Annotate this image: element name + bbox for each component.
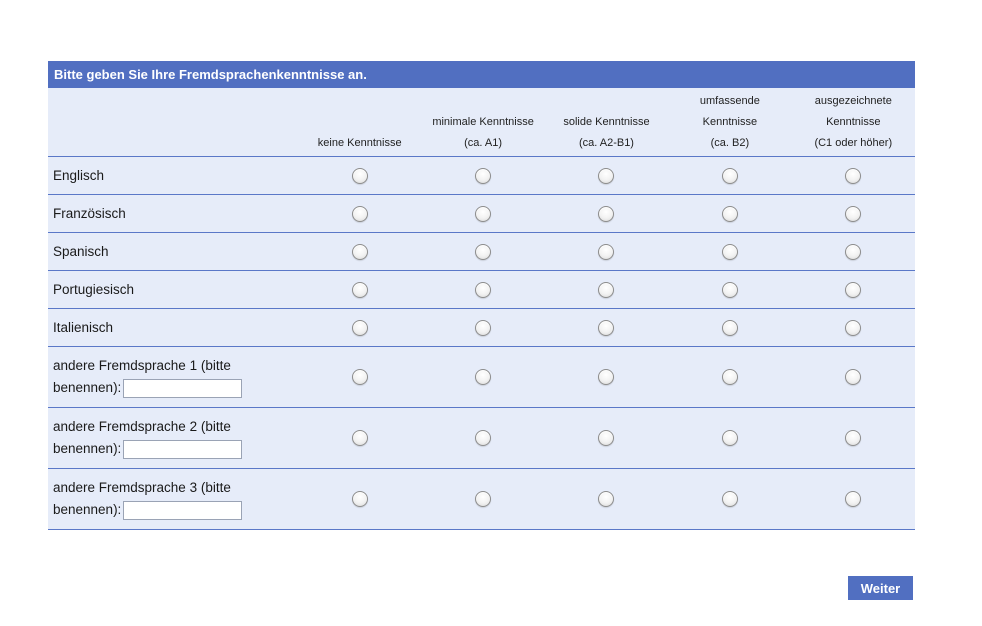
language-skills-matrix bbox=[48, 88, 915, 530]
row-label-portuguese: Portugiesisch bbox=[53, 282, 135, 297]
table-row bbox=[48, 195, 915, 233]
column-header-solid: solide Kenntnisse (ca. A2-B1) bbox=[563, 116, 650, 149]
question-title: Bitte geben Sie Ihre Fremdsprachenkenntnisse an. bbox=[48, 61, 915, 88]
radio-spanish-excellent[interactable] bbox=[845, 244, 861, 260]
table-row bbox=[48, 233, 915, 271]
radio-other-3-comprehensive[interactable] bbox=[722, 491, 738, 507]
radio-other-2-minimal[interactable] bbox=[475, 430, 491, 446]
radio-other-2-solid[interactable] bbox=[598, 430, 614, 446]
table-row bbox=[48, 309, 915, 347]
radio-italian-excellent[interactable] bbox=[845, 320, 861, 336]
radio-other-1-excellent[interactable] bbox=[845, 369, 861, 385]
radio-italian-minimal[interactable] bbox=[475, 320, 491, 336]
column-header-comprehensive: umfassende Kenntnisse (ca. B2) bbox=[699, 95, 760, 149]
row-label-english: Englisch bbox=[53, 168, 105, 183]
column-header-excellent: ausgezeichnete Kenntnisse (C1 oder höher) bbox=[814, 95, 893, 149]
radio-spanish-comprehensive[interactable] bbox=[722, 244, 738, 260]
radio-portuguese-solid[interactable] bbox=[598, 282, 614, 298]
radio-other-3-solid[interactable] bbox=[598, 491, 614, 507]
radio-other-3-minimal[interactable] bbox=[475, 491, 491, 507]
radio-french-excellent[interactable] bbox=[845, 206, 861, 222]
radio-other-2-none[interactable] bbox=[352, 430, 368, 446]
other-language-1-label: andere Fremdsprache 1 (bitte benennen): bbox=[53, 355, 298, 399]
table-row bbox=[48, 271, 915, 309]
radio-other-1-minimal[interactable] bbox=[475, 369, 491, 385]
radio-french-none[interactable] bbox=[352, 206, 368, 222]
other-language-3-input[interactable] bbox=[123, 501, 242, 520]
other-language-2-input[interactable] bbox=[123, 440, 242, 459]
row-label-spanish: Spanisch bbox=[53, 244, 109, 259]
radio-italian-solid[interactable] bbox=[598, 320, 614, 336]
radio-italian-none[interactable] bbox=[352, 320, 368, 336]
radio-other-1-none[interactable] bbox=[352, 369, 368, 385]
radio-other-1-solid[interactable] bbox=[598, 369, 614, 385]
table-row bbox=[48, 408, 915, 469]
other-language-1-cell bbox=[48, 347, 298, 408]
table-row bbox=[48, 347, 915, 408]
matrix-header-row bbox=[48, 88, 915, 157]
column-header-none: keine Kenntnisse bbox=[317, 137, 402, 149]
row-label-french: Französisch bbox=[53, 206, 126, 221]
radio-english-excellent[interactable] bbox=[845, 168, 861, 184]
radio-other-3-none[interactable] bbox=[352, 491, 368, 507]
other-language-3-label: andere Fremdsprache 3 (bitte benennen): bbox=[53, 477, 298, 521]
radio-spanish-none[interactable] bbox=[352, 244, 368, 260]
table-row bbox=[48, 157, 915, 195]
radio-other-3-excellent[interactable] bbox=[845, 491, 861, 507]
column-header-minimal: minimale Kenntnisse (ca. A1) bbox=[432, 116, 534, 149]
other-language-2-label: andere Fremdsprache 2 (bitte benennen): bbox=[53, 416, 298, 460]
radio-english-solid[interactable] bbox=[598, 168, 614, 184]
radio-spanish-solid[interactable] bbox=[598, 244, 614, 260]
row-label-italian: Italienisch bbox=[53, 320, 114, 335]
other-language-1-input[interactable] bbox=[123, 379, 242, 398]
radio-english-none[interactable] bbox=[352, 168, 368, 184]
radio-portuguese-excellent[interactable] bbox=[845, 282, 861, 298]
radio-other-1-comprehensive[interactable] bbox=[722, 369, 738, 385]
other-language-2-cell bbox=[48, 408, 298, 469]
radio-portuguese-minimal[interactable] bbox=[475, 282, 491, 298]
radio-french-minimal[interactable] bbox=[475, 206, 491, 222]
other-language-3-cell bbox=[48, 469, 298, 530]
radio-portuguese-comprehensive[interactable] bbox=[722, 282, 738, 298]
radio-english-comprehensive[interactable] bbox=[722, 168, 738, 184]
radio-french-comprehensive[interactable] bbox=[722, 206, 738, 222]
radio-spanish-minimal[interactable] bbox=[475, 244, 491, 260]
header-empty-cell bbox=[48, 88, 298, 157]
radio-other-2-excellent[interactable] bbox=[845, 430, 861, 446]
table-row bbox=[48, 469, 915, 530]
radio-italian-comprehensive[interactable] bbox=[722, 320, 738, 336]
radio-english-minimal[interactable] bbox=[475, 168, 491, 184]
next-button[interactable]: Weiter bbox=[848, 576, 913, 600]
radio-french-solid[interactable] bbox=[598, 206, 614, 222]
language-skills-question bbox=[48, 61, 915, 530]
radio-other-2-comprehensive[interactable] bbox=[722, 430, 738, 446]
radio-portuguese-none[interactable] bbox=[352, 282, 368, 298]
